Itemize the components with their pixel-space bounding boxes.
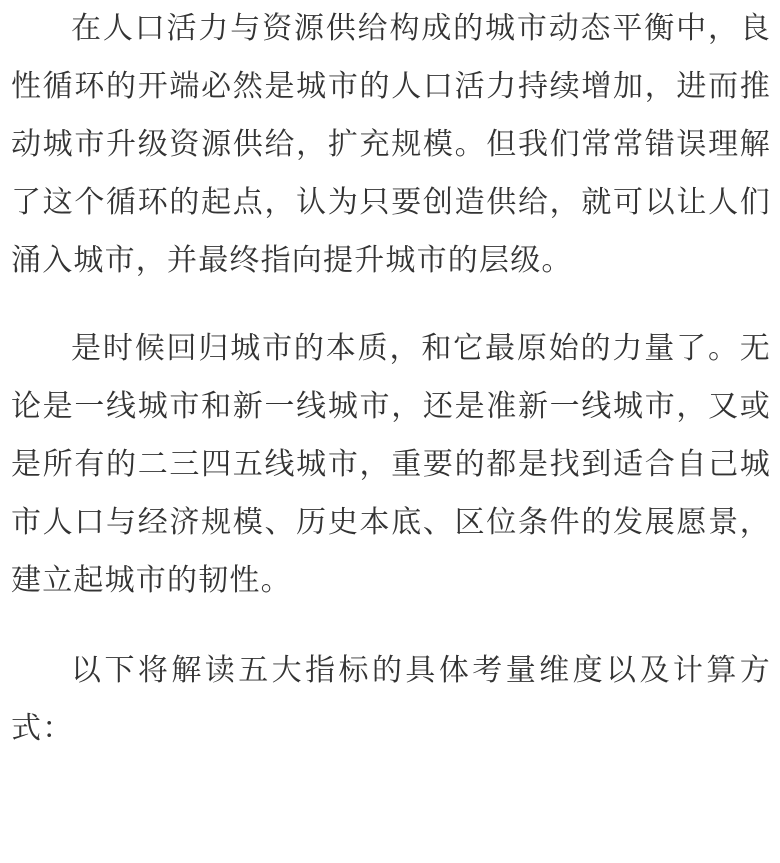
paragraph-indicators-intro: 以下将解读五大指标的具体考量维度以及计算方式： bbox=[11, 653, 771, 746]
article-body bbox=[11, 0, 771, 758]
paragraph-city-balance: 在人口活力与资源供给构成的城市动态平衡中，良性循环的开端必然是城市的人口活力持续增加，进而推动城市升级资源供给，扩充规模。但我们常常错误理解了这个循环的起点，认为只要创造供给，就可以让人们涌入城市，并最终指向提升城市的层级。 bbox=[11, 11, 771, 278]
paragraph-city-essence: 是时候回归城市的本质，和它最原始的力量了。无论是一线城市和新一线城市，还是准新一线城市，又或是所有的二三四五线城市，重要的都是找到适合自己城市人口与经济规模、历史本底、区位条件的发展愿景，建立起城市的韧性。 bbox=[11, 331, 771, 598]
